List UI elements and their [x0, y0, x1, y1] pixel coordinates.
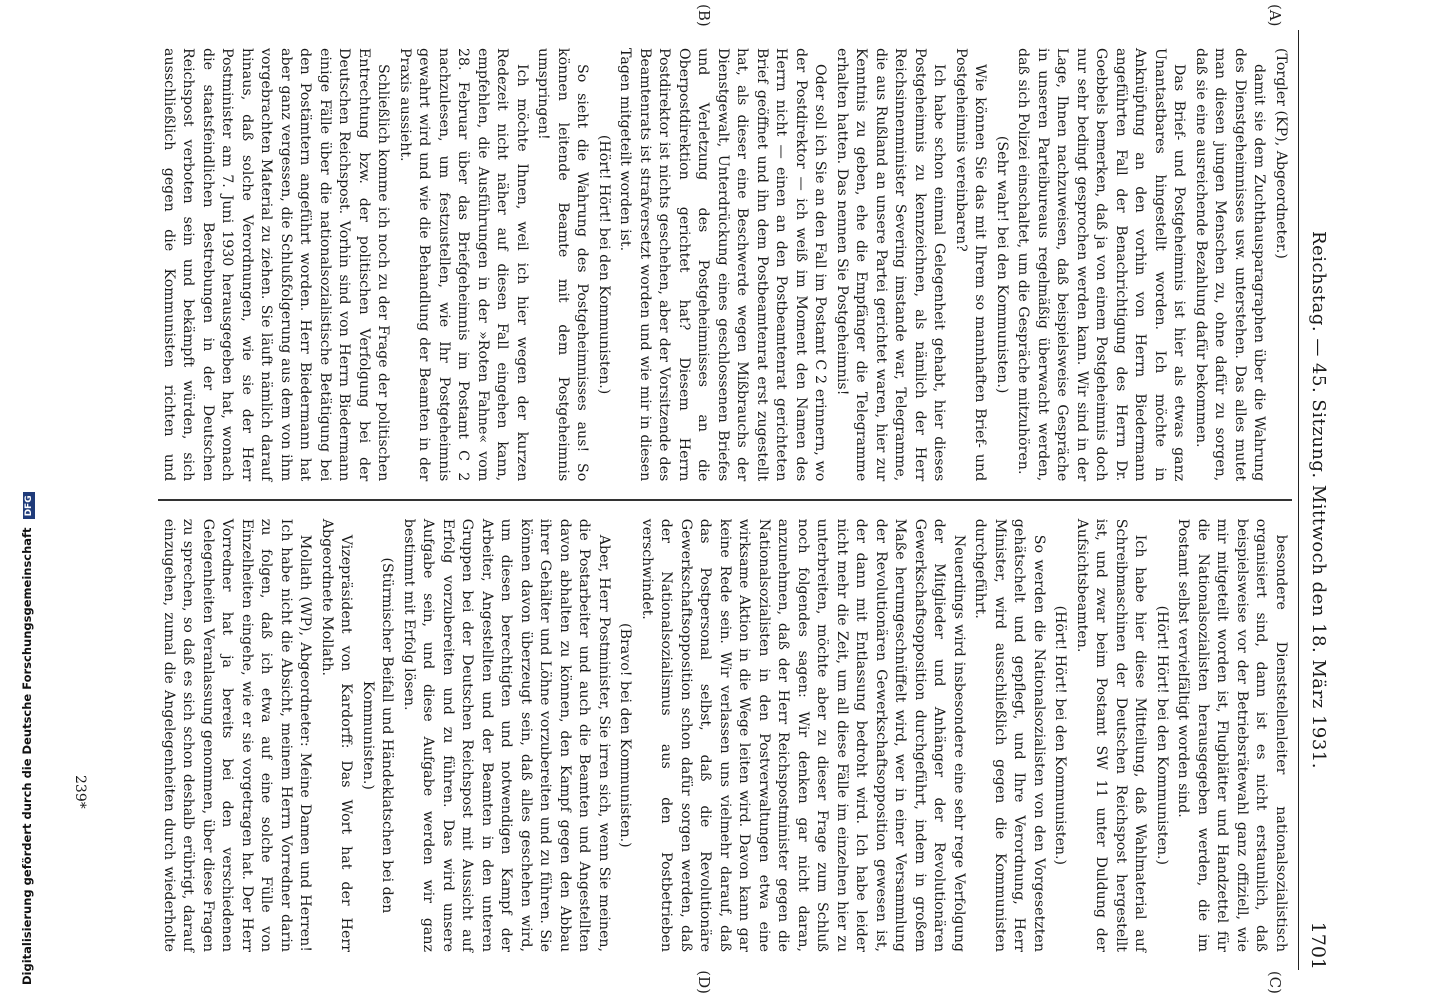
paragraph: Mollath (WP), Abgeordneter: Meine Damen und Herren! Ich habe nicht die Absicht, meinem Herrn Vorredner darin zu folgen, daß ich etwa auf eine solche Fülle von Einzelheiten eingehe, wie er sie vorgetragen hat. Der Herr Vorredner hat ja bereits bei den verschiedenen Gelegenheiten Veranlassung genommen, über diese Fragen zu sprechen, so daß es sich schon deshalb erübrigt, darauf einzugehen, zumal die Angelegenheiten durch wiederholte: [161, 518, 314, 952]
paragraph: (Hört! Hört! bei den Kommunisten.): [1154, 605, 1170, 866]
paragraph: Neuerdings wird insbesondere eine sehr rege Verfolgung der Mitglieder und Anhänger der Revolutionären Gewerkschaftsopposition durchgeführt, indem in großem Maße herumgeschnüffelt wird, wer in einer Versammlung der Revolutionären Gewerkschaftsopposition gewesen ist, der dann mit Entlassung bedroht wird. Ich habe leider nicht mehr die Zeit, um all diese Fälle im einzelnen hier zu unterbreiten, möchte aber zu dieser Frage zum Schluß noch folgendes sagen: Wir denken gar nicht daran, anzunehmen, daß der Herr Reichspostminister gegen die Nationalsozialisten in den Postverwaltungen etwa eine wirksame Aktion in die Wege leiten wird. Davon kann gar keine Rede sein. Wir verlassen uns vielmehr darauf, daß das Postpersonal selbst, daß die Revolutionäre Gewerkschaftsopposition schon dafür sorgen werden, daß der Nationalsozialismus aus den Postbetrieben verschwindet.: [639, 518, 967, 952]
paragraph: Oder soll ich Sie an den Fall im Postamt C 2 erinnern, wo der Postdirektor — ich weiß im Moment den Namen des Herrn nicht — einen an den Postbeamtenrat gerichteten Brief geöffnet und ihn dem Postbeamtenrat erst zugestellt hat, als dieser eine Beschwerde wegen Mißbrauchs der Dienstgewalt, Unterdrückung eines geschlossenen Briefes und Verletzung des Postgeheimnisses an die Oberpostdirektion gerichtet hat? Diesem Herrn Postdirektor ist nichts geschehen, aber der Vorsitzende des Beamtenrats ist strafversetzt worden und wie mir in diesen Tagen mitgeteilt worden ist.: [617, 48, 829, 482]
page-wrapper: [85, 0, 1345, 1000]
page-stamp: 239*: [72, 775, 88, 809]
text-columns: [158, 4, 1298, 994]
paragraph: (Bravo! bei den Kommunisten.): [617, 623, 634, 848]
margin-mark-d: (D): [695, 970, 713, 994]
paragraph: damit sie dem Zuchthausparagraphen über die Wahrung des Dienstgeheimnisses usw. unterstehen. Das alles mutet man diesen jungen Menschen zu, ohne dafür zu sorgen, daß sie eine ausreichende Bezahlung dafür bekommen.: [1193, 48, 1268, 482]
paragraph: (Sehr wahr! bei den Kommunisten.): [994, 135, 1010, 394]
paragraph: (Hört! Hört! bei den Kommunisten.): [596, 134, 612, 395]
paragraph: Schließlich komme ich noch zu der Frage der politischen Entrechtung bzw. der politischen Verfolgung bei der Deutschen Reichspost. Vorhin sind von Herrn Biedermann einige Fälle über die nationalsozialistische Betätigung bei den Postämtern angeführt worden. Herr Biedermann hat aber ganz vergessen, die Schlußfolgerung aus dem von ihm vorgebrachten Material zu ziehen. Sie läuft nämlich darauf hinaus, daß solche Verordnungen, wie sie der Herr Postminister am 7. Juni 1930 herausgegeben hat, wonach die staatsfeindlichen Bestrebungen in der Deutschen Reichspost verboten sein und bekämpft würden, sich ausschließlich gegen die Kommunisten richten und: [161, 48, 392, 482]
paragraph: So sieht die Wahrung des Postgeheimnisses aus! So können leitende Beamte mit dem Postgeheimnis umspringen!: [535, 48, 591, 482]
document-page: [85, 0, 1345, 1000]
paragraph: (Stürmischer Beifall und Händeklatschen bei den Kommunisten.): [360, 557, 396, 914]
left-column: [158, 30, 1298, 499]
paragraph: Vizepräsident von Kardorff: Das Wort hat der Herr Abgeordnete Mollath.: [319, 518, 355, 952]
paragraph: Ich möchte Ihnen, weil ich hier wegen der kurzen Redezeit nicht näher auf diesen Fall eingehen kann, empfehlen, die Ausführungen in der »Roten Fahne« vom 28. Februar über das Briefgeheimnis im Postamt C 2 nachzulesen, um festzustellen, wie Ihr Postgeheimnis gewahrt wird und wie die Behandlung der Beamten in der Praxis aussieht.: [397, 48, 530, 482]
paragraph: Das Brief- und Postgeheimnis ist hier als etwas ganz Unantastbares hingestellt worden. Ich möchte in Anknüpfung an den vorhin von Herrn Biedermann angeführten Fall der Benachrichtigung des Herrn Dr. Goebbels bemerken, daß ja von einem Postgeheimnis doch nur sehr bedingt gesprochen werden kann. Wir sind in der Lage, Ihnen nachzuweisen, daß beispielsweise Gespräche in unseren Parteibureaus regelmäßig überwacht werden, daß sich Polizei einschaltet, um die Gespräche mitzuhören.: [1015, 48, 1188, 482]
paragraph: Ich habe schon einmal Gelegenheit gehabt, hier dieses Postgeheimnis zu kennzeichnen, als nämlich der Herr Reichsinnenminister Severing imstande war, Telegramme, die aus Rußland an unsere Partei gerichtet waren, hier zur Kenntnis zu geben, ehe die Empfänger die Telegramme erhalten hatten. Das nennen Sie Postgeheimnis!: [834, 48, 948, 482]
digitization-text: Digitalisierung gefördert durch die Deutsche Forschungsgemeinschaft: [20, 527, 34, 985]
paragraph: (Torgler (KP), Abgeordneter.): [1273, 48, 1289, 259]
margin-mark-c: (C): [1266, 970, 1284, 994]
margin-mark-a: (A): [1266, 4, 1284, 27]
paragraph: besondere Dienststellenleiter nationalsozialistisch organisiert sind, dann ist es nicht erstaunlich, daß beispielsweise vor der Betriebsrätewahl ganz offiziell, wie mir mitgeteilt worden ist, Flugblätter und Handzettel für die Nationalsozialisten herausgegeben werden, die im Postamt selbst vervielfältigt worden sind.: [1175, 518, 1289, 952]
paragraph: Aber, Herr Postminister, Sie irren sich, wenn Sie meinen, die Postarbeiter und auch die Beamten und Angestellten davon abhalten zu können, den Kampf gegen den Abbau ihrer Gehälter und Löhne vorzubereiten und zu führen. Sie können davon überzeugt sein, daß alles geschehen wird, um diesen berechtigten und notwendigen Kampf der Arbeiter, Angestellten und der Beamten in den unteren Gruppen bei der Deutschen Reichspost mit Aussicht auf Erfolg vorzubereiten und zu führen. Das wird unsere Aufgabe sein, und diese Aufgabe werden wir ganz bestimmt mit Erfolg lösen.: [401, 518, 612, 952]
paragraph: Wie können Sie das mit Ihrem so mannhaften Brief- und Postgeheimnis vereinbaren?: [953, 48, 989, 482]
paragraph: So werden die Nationalsozialisten von den Vorgesetzten gehätschelt und gepflegt, und Ihre Verordnung, Herr Minister, wird ausschließlich gegen die Kommunisten durchgeführt.: [972, 518, 1047, 952]
page-title: Reichstag. — 45. Sitzung. Mittwoch den 18. März 1931.: [1308, 231, 1329, 769]
page-number: 1701: [1307, 921, 1329, 970]
right-column: [158, 501, 1298, 970]
digitization-credit: [0, 0, 34, 1000]
dfg-logo: DFG: [23, 492, 35, 519]
margin-mark-b: (B): [695, 4, 713, 27]
page-header: [1298, 30, 1333, 970]
paragraph: Ich habe hier diese Mitteilung, daß Wahlmaterial auf Schreibmaschinen der Deutschen Reichspost hergestellt ist, und zwar beim Postamt SW 11 unter Duldung der Aufsichtsbeamten.: [1074, 518, 1149, 952]
paragraph: (Hört! Hört! bei den Kommunisten.): [1052, 605, 1069, 866]
